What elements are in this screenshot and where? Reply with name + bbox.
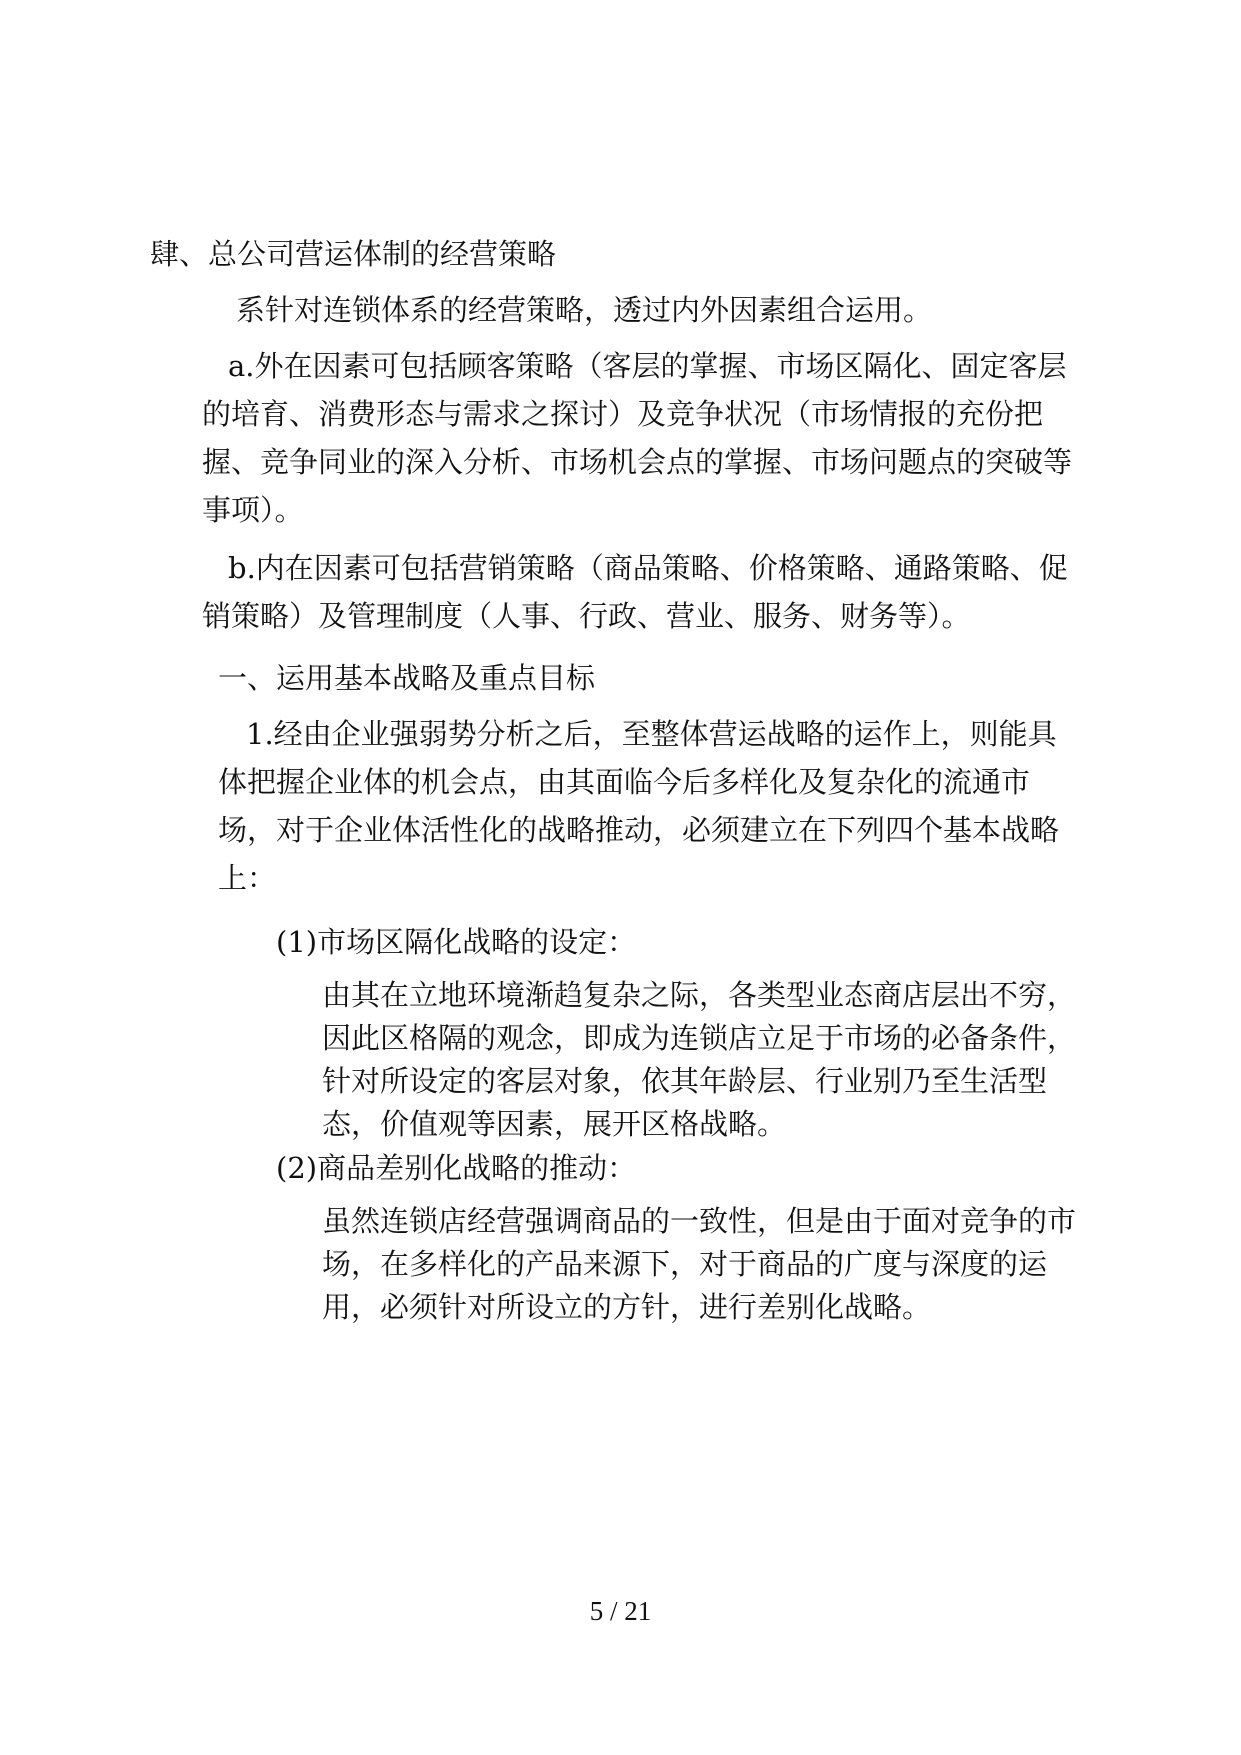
subitem-1-line: 态，价值观等因素，展开区格战略。: [322, 1107, 787, 1141]
paragraph-b-line: 销策略）及管理制度（人事、行政、营业、服务、财务等）。: [202, 599, 971, 633]
paragraph-a-line: 握、竞争同业的深入分析、市场机会点的掌握、市场问题点的突破等: [202, 445, 1073, 479]
item-1-line: 场，对于企业体活性化的战略推动，必须建立在下列四个基本战略: [218, 813, 1060, 847]
intro-paragraph: 系针对连锁体系的经营策略，透过内外因素组合运用。: [236, 293, 933, 327]
page-number: 5 / 21: [589, 1596, 652, 1626]
subitem-1-line: 因此区格隔的观念，即成为连锁店立足于市场的必备条件，: [322, 1021, 1077, 1055]
item-1-line: 体把握企业体的机会点，由其面临今后多样化及复杂化的流通市: [218, 765, 1031, 799]
subitem-1-title: (1)市场区隔化战略的设定：: [276, 925, 637, 959]
subitem-2-title: (2)商品差别化战略的推动：: [276, 1151, 637, 1185]
item-1-line: 上：: [218, 861, 277, 895]
item-1-paragraph: [218, 710, 1059, 902]
subitem-1-line: 针对所设定的客层对象，依其年龄层、行业别乃至生活型: [322, 1064, 1048, 1098]
section-heading: 肆、总公司营运体制的经营策略: [150, 237, 557, 271]
subsection-heading-one: 一、运用基本战略及重点目标: [218, 661, 596, 695]
subitem-2-line: 虽然连锁店经营强调商品的一致性，但是由于面对竞争的市: [322, 1204, 1077, 1238]
subitem-2-body: [322, 1200, 1076, 1329]
paragraph-a-line: a.外在因素可包括顾客策略（客层的掌握、市场区隔化、固定客层: [228, 349, 1067, 383]
paragraph-b: [202, 544, 1068, 640]
paragraph-a-line: 事项）。: [202, 493, 304, 527]
subitem-1-body: [322, 974, 1076, 1146]
paragraph-b-line: b.内在因素可包括营销策略（商品策略、价格策略、通路策略、促: [228, 551, 1068, 585]
paragraph-a-line: 的培育、消费形态与需求之探讨）及竞争状况（市场情报的充份把: [202, 397, 1044, 431]
paragraph-a: [202, 342, 1072, 534]
subitem-2-line: 场，在多样化的产品来源下，对于商品的广度与深度的运: [322, 1247, 1048, 1281]
subitem-1-line: 由其在立地环境渐趋复杂之际，各类型业态商店层出不穷，: [322, 978, 1077, 1012]
item-1-line: 1.经由企业强弱势分析之后，至整体营运战略的运作上，则能具: [246, 717, 1057, 751]
subitem-2-line: 用，必须针对所设立的方针，进行差别化战略。: [322, 1290, 932, 1324]
